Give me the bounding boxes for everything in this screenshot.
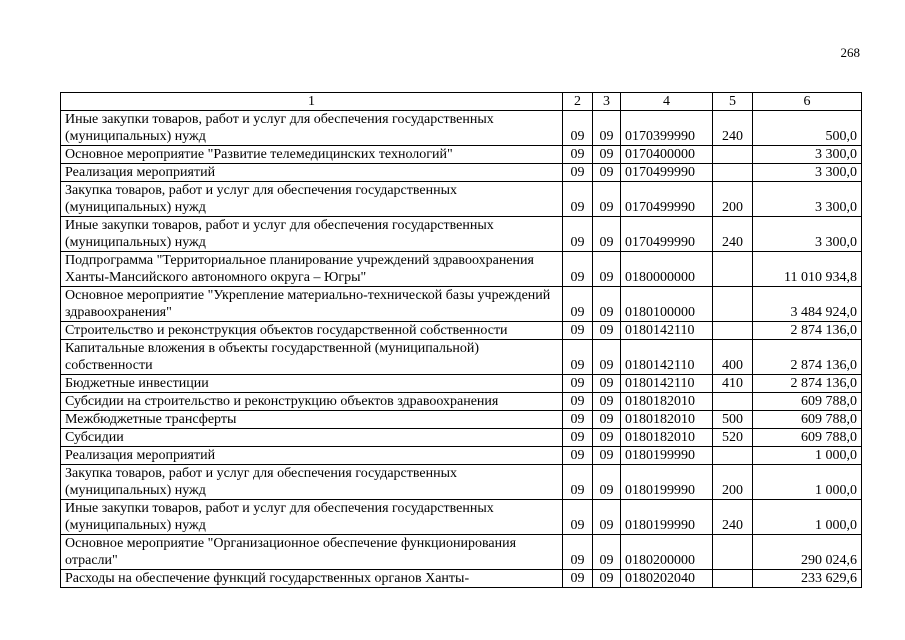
row-subsection: 09: [593, 465, 621, 500]
row-description: Межбюджетные трансферты: [61, 411, 563, 429]
row-description: Основное мероприятие "Укрепление материально-технической базы учреждений здравоохранения": [61, 287, 563, 322]
row-amount: 1 000,0: [753, 447, 862, 465]
row-subsection: 09: [593, 447, 621, 465]
header-col-5: 5: [713, 93, 753, 111]
table-body: [61, 111, 862, 588]
row-description: Иные закупки товаров, работ и услуг для обеспечения государственных (муниципальных) нужд: [61, 111, 563, 146]
row-subsection: 09: [593, 393, 621, 411]
table-row: [61, 340, 862, 375]
table-row: [61, 535, 862, 570]
row-expense-type: [713, 164, 753, 182]
table-row: [61, 570, 862, 588]
row-amount: 1 000,0: [753, 500, 862, 535]
row-subsection: 09: [593, 570, 621, 588]
row-expense-type: 240: [713, 500, 753, 535]
row-section: 09: [563, 465, 593, 500]
budget-table: [60, 92, 862, 588]
table-row: [61, 182, 862, 217]
row-description: Основное мероприятие "Развитие телемедицинских технологий": [61, 146, 563, 164]
row-section: 09: [563, 217, 593, 252]
row-section: 09: [563, 393, 593, 411]
row-description: Закупка товаров, работ и услуг для обеспечения государственных (муниципальных) нужд: [61, 182, 563, 217]
table-row: [61, 111, 862, 146]
row-amount: 2 874 136,0: [753, 340, 862, 375]
row-amount: 3 300,0: [753, 164, 862, 182]
row-target-code: 0180100000: [621, 287, 713, 322]
row-amount: 3 300,0: [753, 217, 862, 252]
row-target-code: 0170499990: [621, 164, 713, 182]
row-target-code: 0170499990: [621, 182, 713, 217]
table-row: [61, 429, 862, 447]
row-amount: 609 788,0: [753, 429, 862, 447]
row-target-code: 0180142110: [621, 375, 713, 393]
row-amount: 3 300,0: [753, 182, 862, 217]
table-row: [61, 287, 862, 322]
row-description: Закупка товаров, работ и услуг для обеспечения государственных (муниципальных) нужд: [61, 465, 563, 500]
row-target-code: 0180142110: [621, 340, 713, 375]
row-subsection: 09: [593, 500, 621, 535]
row-section: 09: [563, 340, 593, 375]
row-description: Реализация мероприятий: [61, 447, 563, 465]
row-target-code: 0180182010: [621, 429, 713, 447]
row-subsection: 09: [593, 111, 621, 146]
row-subsection: 09: [593, 411, 621, 429]
page-number: 268: [840, 45, 860, 60]
row-subsection: 09: [593, 217, 621, 252]
row-description: Капитальные вложения в объекты государственной (муниципальной) собственности: [61, 340, 563, 375]
header-col-3: 3: [593, 93, 621, 111]
row-amount: 11 010 934,8: [753, 252, 862, 287]
row-amount: 609 788,0: [753, 411, 862, 429]
row-expense-type: 200: [713, 465, 753, 500]
row-subsection: 09: [593, 429, 621, 447]
row-section: 09: [563, 429, 593, 447]
row-subsection: 09: [593, 322, 621, 340]
row-section: 09: [563, 252, 593, 287]
row-expense-type: [713, 535, 753, 570]
row-subsection: 09: [593, 340, 621, 375]
table-row: [61, 411, 862, 429]
row-section: 09: [563, 535, 593, 570]
row-amount: 3 300,0: [753, 146, 862, 164]
row-subsection: 09: [593, 164, 621, 182]
row-target-code: 0180199990: [621, 465, 713, 500]
table-row: [61, 393, 862, 411]
row-expense-type: [713, 287, 753, 322]
row-subsection: 09: [593, 252, 621, 287]
row-section: 09: [563, 322, 593, 340]
header-col-4: 4: [621, 93, 713, 111]
row-amount: 233 629,6: [753, 570, 862, 588]
row-description: Иные закупки товаров, работ и услуг для обеспечения государственных (муниципальных) нужд: [61, 500, 563, 535]
row-expense-type: 200: [713, 182, 753, 217]
row-section: 09: [563, 570, 593, 588]
row-section: 09: [563, 287, 593, 322]
row-description: Основное мероприятие "Организационное обеспечение функционирования отрасли": [61, 535, 563, 570]
row-amount: 500,0: [753, 111, 862, 146]
table-row: [61, 164, 862, 182]
table-row: [61, 322, 862, 340]
row-description: Субсидии на строительство и реконструкцию объектов здравоохранения: [61, 393, 563, 411]
row-description: Реализация мероприятий: [61, 164, 563, 182]
row-section: 09: [563, 411, 593, 429]
row-expense-type: 520: [713, 429, 753, 447]
table-row: [61, 375, 862, 393]
row-target-code: 0170499990: [621, 217, 713, 252]
row-subsection: 09: [593, 287, 621, 322]
row-amount: 2 874 136,0: [753, 375, 862, 393]
row-description: Расходы на обеспечение функций государственных органов Ханты-: [61, 570, 563, 588]
row-target-code: 0180202040: [621, 570, 713, 588]
row-amount: 290 024,6: [753, 535, 862, 570]
row-expense-type: 240: [713, 217, 753, 252]
row-expense-type: 400: [713, 340, 753, 375]
table-row: [61, 252, 862, 287]
row-subsection: 09: [593, 182, 621, 217]
row-section: 09: [563, 447, 593, 465]
row-target-code: 0180142110: [621, 322, 713, 340]
row-section: 09: [563, 164, 593, 182]
row-subsection: 09: [593, 146, 621, 164]
row-description: Иные закупки товаров, работ и услуг для обеспечения государственных (муниципальных) нужд: [61, 217, 563, 252]
table-row: [61, 146, 862, 164]
row-expense-type: [713, 393, 753, 411]
table-row: [61, 217, 862, 252]
row-target-code: 0180199990: [621, 500, 713, 535]
row-expense-type: [713, 146, 753, 164]
row-amount: 2 874 136,0: [753, 322, 862, 340]
header-col-1: 1: [61, 93, 563, 111]
row-description: Строительство и реконструкция объектов государственной собственности: [61, 322, 563, 340]
row-description: Подпрограмма "Территориальное планирование учреждений здравоохранения Ханты-Мансийского автономного округа – Югры": [61, 252, 563, 287]
table-row: [61, 447, 862, 465]
row-target-code: 0180199990: [621, 447, 713, 465]
row-expense-type: [713, 322, 753, 340]
row-expense-type: 240: [713, 111, 753, 146]
table-row: [61, 465, 862, 500]
row-target-code: 0180182010: [621, 393, 713, 411]
row-target-code: 0180200000: [621, 535, 713, 570]
header-col-2: 2: [563, 93, 593, 111]
table-header-row: [61, 93, 862, 111]
row-section: 09: [563, 146, 593, 164]
row-target-code: 0170400000: [621, 146, 713, 164]
row-section: 09: [563, 375, 593, 393]
row-section: 09: [563, 500, 593, 535]
row-description: Бюджетные инвестиции: [61, 375, 563, 393]
row-expense-type: [713, 447, 753, 465]
row-target-code: 0180000000: [621, 252, 713, 287]
row-subsection: 09: [593, 375, 621, 393]
row-section: 09: [563, 182, 593, 217]
table-row: [61, 500, 862, 535]
row-expense-type: 500: [713, 411, 753, 429]
row-expense-type: [713, 570, 753, 588]
row-target-code: 0170399990: [621, 111, 713, 146]
row-amount: 609 788,0: [753, 393, 862, 411]
row-subsection: 09: [593, 535, 621, 570]
row-expense-type: [713, 252, 753, 287]
row-target-code: 0180182010: [621, 411, 713, 429]
row-expense-type: 410: [713, 375, 753, 393]
row-amount: 3 484 924,0: [753, 287, 862, 322]
row-amount: 1 000,0: [753, 465, 862, 500]
header-col-6: 6: [753, 93, 862, 111]
row-section: 09: [563, 111, 593, 146]
row-description: Субсидии: [61, 429, 563, 447]
